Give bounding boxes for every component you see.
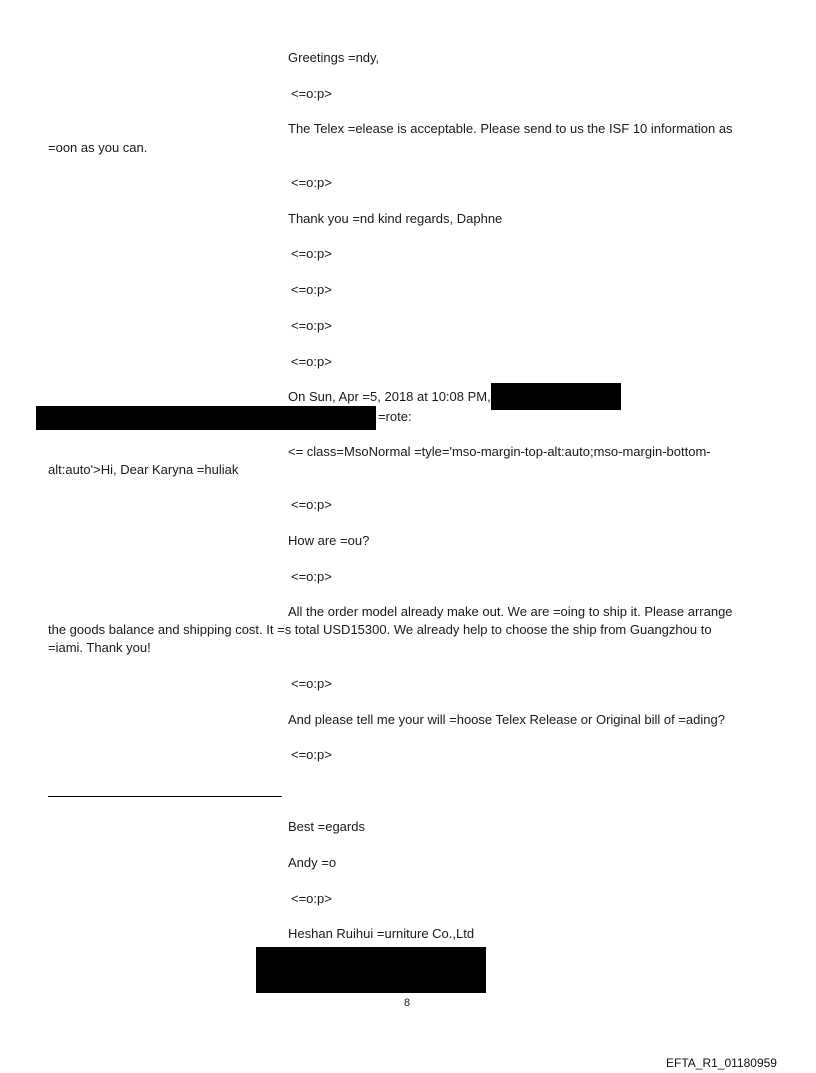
redaction-box [491, 383, 621, 410]
op-marker: <=o:p> [291, 747, 332, 762]
quote-header-date: On Sun, Apr =5, 2018 at 10:08 PM, [288, 389, 491, 404]
body-line-1: The Telex =elease is acceptable. Please send to us the ISF 10 information as [288, 121, 733, 136]
greeting-line: Greetings =ndy, [288, 50, 380, 65]
order-line-2: the goods balance and shipping cost. It =s total USD15300. We already help to choose the ship from Guangzhou to [48, 622, 712, 637]
op-marker: <=o:p> [291, 354, 332, 369]
order-line-3: =iami. Thank you! [48, 640, 151, 655]
op-marker: <=o:p> [291, 86, 332, 101]
how-are-you-line: How are =ou? [288, 533, 370, 548]
op-marker: <=o:p> [291, 175, 332, 190]
op-marker: <=o:p> [291, 318, 332, 333]
op-marker: <=o:p> [291, 676, 332, 691]
op-marker: <=o:p> [291, 282, 332, 297]
body-line-2: =oon as you can. [48, 140, 148, 155]
op-marker: <=o:p> [291, 569, 332, 584]
redaction-box [36, 406, 376, 430]
redaction-box [256, 947, 486, 993]
op-marker: <=o:p> [291, 497, 332, 512]
signoff-line: Thank you =nd kind regards, Daphne [288, 211, 503, 226]
signature-divider [48, 796, 282, 797]
page-number: 8 [404, 997, 411, 1009]
html-fragment-line-1: <= class=MsoNormal =tyle='mso-margin-top-alt:auto;mso-margin-bottom- [288, 444, 711, 459]
question-line: And please tell me your will =hoose Telex Release or Original bill of =ading? [288, 712, 725, 727]
order-line-1: All the order model already make out. We are =oing to ship it. Please arrange [288, 604, 733, 619]
op-marker: <=o:p> [291, 891, 332, 906]
regards-line: Best =egards [288, 819, 365, 834]
op-marker: <=o:p> [291, 246, 332, 261]
company-name: Heshan Ruihui =urniture Co.,Ltd [288, 926, 475, 941]
bates-number: EFTA_R1_01180959 [666, 1056, 777, 1070]
quote-header-wrote: =rote: [378, 409, 412, 424]
html-fragment-line-2: alt:auto'>Hi, Dear Karyna =huliak [48, 462, 239, 477]
sender-name: Andy =o [288, 855, 337, 870]
